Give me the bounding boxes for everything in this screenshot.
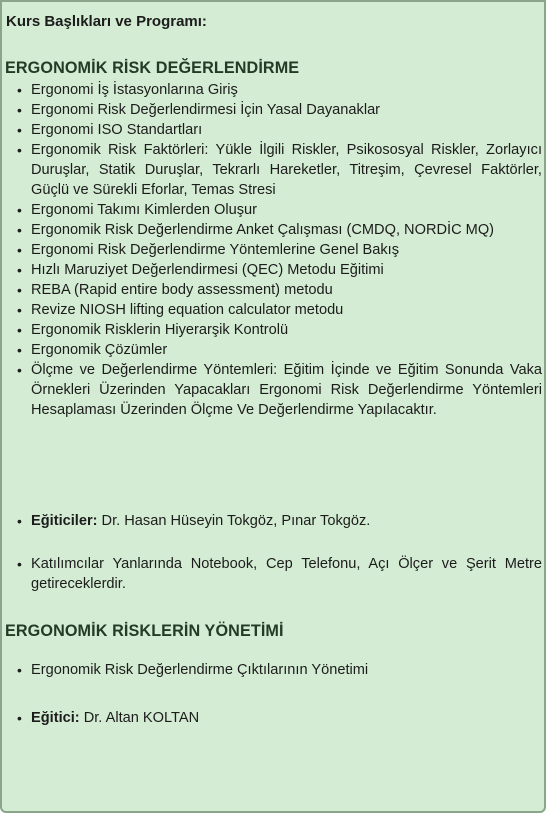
trainer-label: Eğitici:: [31, 710, 80, 726]
list-item: • Ergonomik Risk Değerlendirme Anket Çalışması (CMDQ, NORDİC MQ): [2, 220, 546, 240]
section-title-risk-management: ERGONOMİK RİSKLERİN YÖNETİMİ: [5, 622, 284, 640]
list-item: • Ergonomik Risk Faktörleri: Yükle İlgili Riskler, Psikososyal Riskler, Zorlayıcı Duruşlar, Statik Duruşlar, Tekrarlı Hareketler, Titreşim, Çevresel Faktörler, Güçlü ve Sürekli Eforlar, Temas Stresi: [2, 140, 546, 200]
list-item: • Ergonomi ISO Standartları: [2, 120, 546, 140]
trainers-value: Dr. Hasan Hüseyin Tokgöz, Pınar Tokgöz.: [97, 513, 371, 529]
list-item: • Revize NIOSH lifting equation calculator metodu: [2, 300, 546, 320]
list-item: • Ölçme ve Değerlendirme Yöntemleri: Eğitim İçinde ve Eğitim Sonunda Vaka Örnekleri Üzerinden Yapacakları Ergonomi Risk Değerlendirme Yöntemleri Hesaplaması Üzerinden Ölçme Ve Değerlendirme Yapılacaktır.: [2, 360, 546, 420]
trainer-item: [2, 708, 546, 728]
section-title-risk-assessment: ERGONOMİK RİSK DEĞERLENDİRME: [5, 59, 300, 77]
participants-list: [2, 554, 546, 594]
list-item: • Ergonomi Risk Değerlendirmesi İçin Yasal Dayanaklar: [2, 100, 546, 120]
trainers-list: [2, 511, 546, 531]
list-item: • Ergonomi Takımı Kimlerden Oluşur: [2, 200, 546, 220]
list-item: • REBA (Rapid entire body assessment) metodu: [2, 280, 546, 300]
trainers-item: [2, 511, 546, 531]
trainers-label: Eğiticiler:: [31, 513, 98, 529]
risk-management-topic-list: [2, 660, 546, 680]
list-item: • Ergonomi İş İstasyonlarına Giriş: [2, 80, 546, 100]
list-item: • Ergonomi Risk Değerlendirme Yöntemlerine Genel Bakış: [2, 240, 546, 260]
risk-assessment-topic-list: [2, 80, 546, 420]
trainer-value: Dr. Altan KOLTAN: [79, 710, 200, 726]
participants-note: • Katılımcılar Yanlarında Notebook, Cep Telefonu, Açı Ölçer ve Şerit Metre getireceklerdir.: [2, 554, 546, 594]
list-item: • Ergonomik Risk Değerlendirme Çıktılarının Yönetimi: [2, 660, 546, 680]
list-item: • Hızlı Maruziyet Değerlendirmesi (QEC) Metodu Eğitimi: [2, 260, 546, 280]
list-item: • Ergonomik Risklerin Hiyerarşik Kontrolü: [2, 320, 546, 340]
list-item: • Ergonomik Çözümler: [2, 340, 546, 360]
trainer-list: [2, 708, 546, 728]
course-heading: Kurs Başlıkları ve Programı:: [6, 13, 207, 30]
